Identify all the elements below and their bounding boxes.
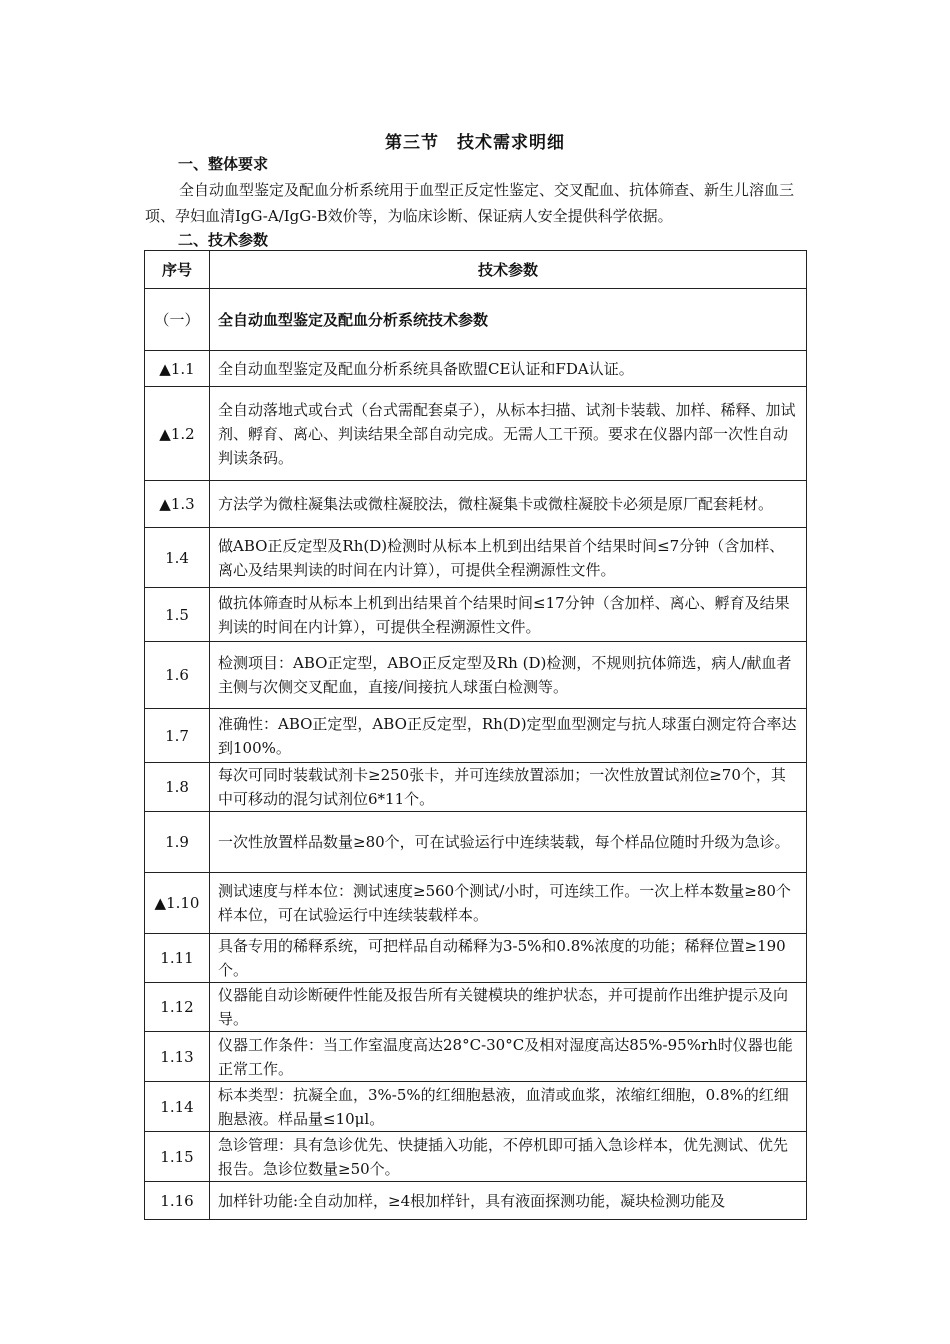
row-number: 1.6 — [145, 642, 210, 709]
table-row — [145, 812, 807, 873]
row-number: 1.11 — [145, 934, 210, 983]
row-param-text: 检测项目：ABO正定型，ABO正反定型及Rh (D)检测，不规则抗体筛选，病人/献血者主侧与次侧交叉配血，直接/间接抗人球蛋白检测等。 — [210, 642, 807, 709]
row-number: 1.16 — [145, 1182, 210, 1220]
row-number: 1.4 — [145, 528, 210, 588]
row-number: 1.8 — [145, 763, 210, 812]
row-param-text: 急诊管理：具有急诊优先、快捷插入功能，不停机即可插入急诊样本，优先测试、优先报告。急诊位数量≥50个。 — [210, 1132, 807, 1182]
group-title: 全自动血型鉴定及配血分析系统技术参数 — [210, 289, 807, 351]
table-header-row — [145, 251, 807, 289]
row-param-text: 做抗体筛查时从标本上机到出结果首个结果时间≤17分钟（含加样、离心、孵育及结果判读的时间在内计算），可提供全程溯源性文件。 — [210, 588, 807, 642]
overall-requirement-text: 全自动血型鉴定及配血分析系统用于血型正反定性鉴定、交叉配血、抗体筛查、新生儿溶血三项、孕妇血清IgG-A/IgG-B效价等，为临床诊断、保证病人安全提供科学依据。 — [145, 181, 795, 225]
row-param-text: 全自动落地式或台式（台式需配套桌子），从标本扫描、试剂卡装载、加样、稀释、加试剂、孵育、离心、判读结果全部自动完成。无需人工干预。要求在仪器内部一次性自动判读条码。 — [210, 387, 807, 481]
row-param-text: 准确性：ABO正定型，ABO正反定型，Rh(D)定型血型测定与抗人球蛋白测定符合率达到100%。 — [210, 709, 807, 763]
table-row — [145, 1132, 807, 1182]
section-heading-params: 二、技术参数 — [178, 231, 269, 249]
row-number: 1.15 — [145, 1132, 210, 1182]
table-row — [145, 481, 807, 528]
table-row — [145, 642, 807, 709]
table-row — [145, 983, 807, 1032]
row-param-text: 仪器能自动诊断硬件性能及报告所有关键模块的维护状态，并可提前作出维护提示及向导。 — [210, 983, 807, 1032]
row-param-text: 测试速度与样本位：测试速度≥560个测试/小时，可连续工作。一次上样本数量≥80个样本位，可在试验运行中连续装载样本。 — [210, 873, 807, 934]
row-number: 1.14 — [145, 1082, 210, 1132]
table-row — [145, 1032, 807, 1082]
table-row — [145, 387, 807, 481]
row-number: 1.13 — [145, 1032, 210, 1082]
table-row — [145, 1082, 807, 1132]
table-row — [145, 763, 807, 812]
header-param: 技术参数 — [210, 251, 807, 289]
row-param-text: 一次性放置样品数量≥80个，可在试验运行中连续装载，每个样品位随时升级为急诊。 — [210, 812, 807, 873]
row-number: 1.12 — [145, 983, 210, 1032]
row-number: ▲1.10 — [145, 873, 210, 934]
row-param-text: 做ABO正反定型及Rh(D)检测时从标本上机到出结果首个结果时间≤7分钟（含加样、离心及结果判读的时间在内计算），可提供全程溯源性文件。 — [210, 528, 807, 588]
table-row — [145, 934, 807, 983]
row-number: 1.7 — [145, 709, 210, 763]
section-heading-overall: 一、整体要求 — [178, 155, 269, 173]
row-param-text: 方法学为微柱凝集法或微柱凝胶法，微柱凝集卡或微柱凝胶卡必须是原厂配套耗材。 — [210, 481, 807, 528]
row-param-text: 仪器工作条件：当工作室温度高达28°C-30°C及相对湿度高达85%-95%rh时仪器也能正常工作。 — [210, 1032, 807, 1082]
row-number: ▲1.3 — [145, 481, 210, 528]
table-row — [145, 709, 807, 763]
row-number: ▲1.1 — [145, 351, 210, 387]
row-param-text: 加样针功能:全自动加样，≥4根加样针，具有液面探测功能，凝块检测功能及 — [210, 1182, 807, 1220]
header-no: 序号 — [145, 251, 210, 289]
table-row — [145, 528, 807, 588]
table-row — [145, 1182, 807, 1220]
row-number: 1.5 — [145, 588, 210, 642]
row-param-text: 具备专用的稀释系统，可把样品自动稀释为3-5%和0.8%浓度的功能；稀释位置≥190个。 — [210, 934, 807, 983]
row-number: ▲1.2 — [145, 387, 210, 481]
tech-params-table — [144, 250, 807, 1220]
table-row — [145, 588, 807, 642]
row-param-text: 每次可同时装载试剂卡≥250张卡，并可连续放置添加；一次性放置试剂位≥70个，其中可移动的混匀试剂位6*11个。 — [210, 763, 807, 812]
row-param-text: 全自动血型鉴定及配血分析系统具备欧盟CE认证和FDA认证。 — [210, 351, 807, 387]
group-row — [145, 289, 807, 351]
table-row — [145, 351, 807, 387]
group-no: （一） — [145, 289, 210, 351]
row-number: 1.9 — [145, 812, 210, 873]
row-param-text: 标本类型：抗凝全血，3%-5%的红细胞悬液，血清或血浆，浓缩红细胞，0.8%的红细胞悬液。样品量≤10μl。 — [210, 1082, 807, 1132]
table-row — [145, 873, 807, 934]
page-title: 第三节 技术需求明细 — [385, 133, 565, 153]
